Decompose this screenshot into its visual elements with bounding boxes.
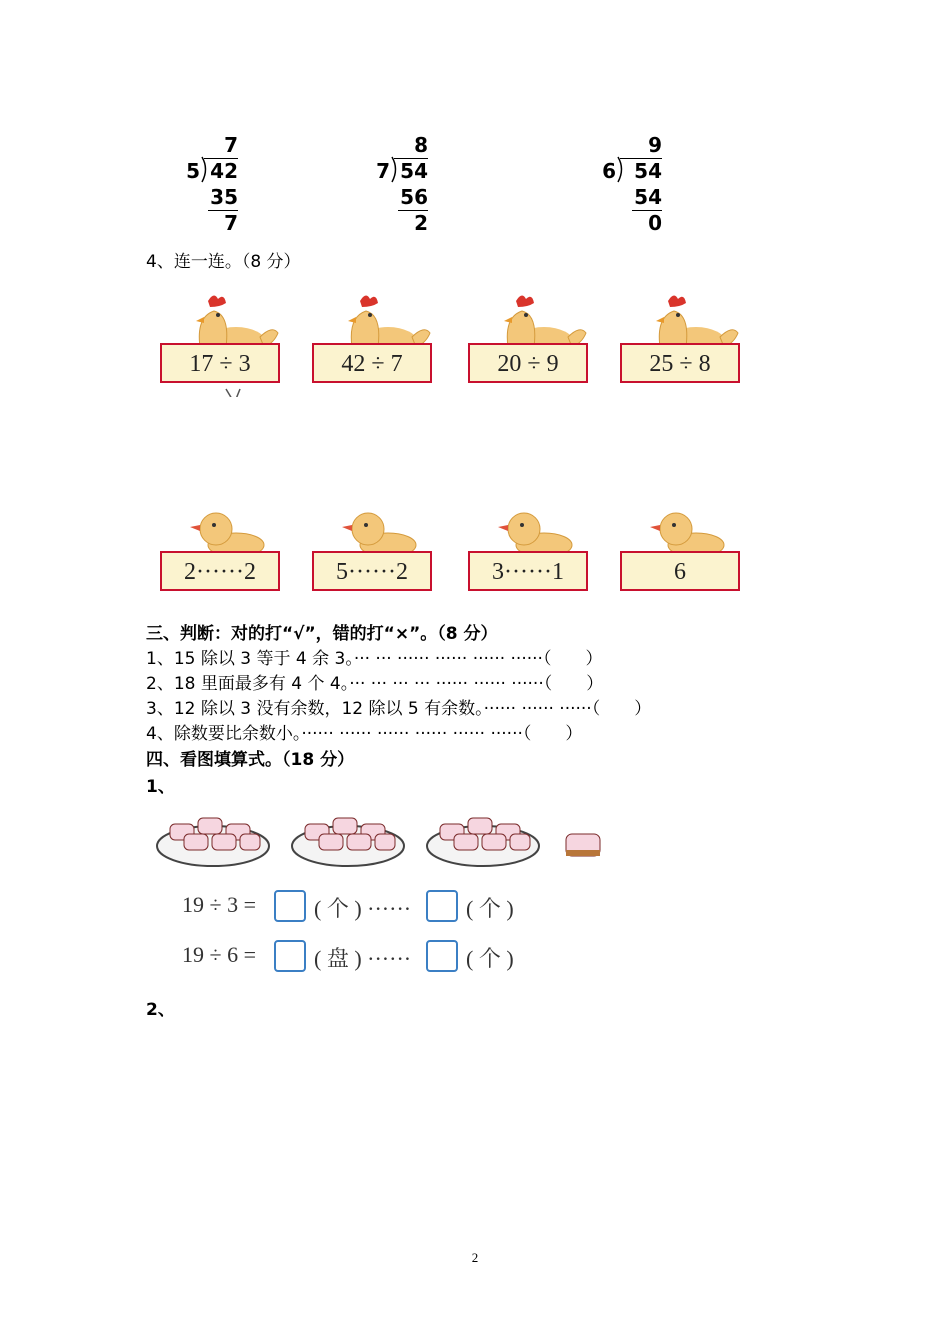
eq1-unit-1: ( 个 ) ······ — [314, 896, 412, 921]
chick-icon — [636, 509, 736, 555]
quotient: 8 — [414, 133, 428, 157]
cake-plates-illustration — [156, 800, 616, 872]
dividend: 54 — [634, 159, 662, 183]
item-1-label: 1、 — [146, 777, 175, 797]
chick-1[interactable] — [176, 509, 276, 555]
product: 54 — [634, 185, 662, 209]
product: 56 — [400, 185, 428, 209]
division-bracket — [616, 156, 626, 184]
division-bracket — [390, 156, 400, 184]
long-division-1 — [148, 132, 238, 235]
hen-card-4[interactable]: 25 ÷ 8 — [620, 343, 740, 383]
page-number: 2 — [471, 1250, 479, 1265]
item-2-label: 2、 — [146, 1000, 175, 1020]
judge-item-2[interactable]: 2、18 里面最多有 4 个 4。··· ··· ··· ··· ······ ······ ······（ ） — [146, 674, 604, 694]
section-4-title: 四、看图填算式。（18 分） — [146, 750, 355, 770]
chick-card-4[interactable]: 6 — [620, 551, 740, 591]
eq1-unit-2: ( 个 ) — [466, 896, 514, 921]
eq1-answer-box-2[interactable] — [426, 890, 458, 922]
hen-card-3[interactable]: 20 ÷ 9 — [468, 343, 588, 383]
single-cake — [566, 834, 600, 856]
judge-item-3[interactable]: 3、12 除以 3 没有余数，12 除以 5 有余数。······ ······ ······（ ） — [146, 699, 652, 719]
chick-card-1[interactable]: 2······2 — [160, 551, 280, 591]
section-3-title: 三、判断：对的打“√”，错的打“×”。（8 分） — [146, 624, 498, 644]
hen-card-2[interactable]: 42 ÷ 7 — [312, 343, 432, 383]
dividend: 54 — [400, 159, 428, 183]
remainder: 0 — [648, 211, 662, 235]
judge-item-1[interactable]: 1、15 除以 3 等于 4 余 3。··· ··· ······ ······ ······ ······（ ） — [146, 649, 603, 669]
chick-2[interactable] — [328, 509, 428, 555]
remainder: 2 — [414, 211, 428, 235]
chick-icon — [328, 509, 428, 555]
matching-panel — [146, 273, 776, 603]
divisor: 7 — [376, 159, 390, 183]
eq2-answer-box-1[interactable] — [274, 940, 306, 972]
eq2-unit-2: ( 个 ) — [466, 946, 514, 971]
chick-icon — [484, 509, 584, 555]
divisor: 6 — [602, 159, 616, 183]
chick-card-3[interactable]: 3······1 — [468, 551, 588, 591]
chick-icon — [176, 509, 276, 555]
plate-1 — [157, 818, 269, 866]
judge-item-4[interactable]: 4、除数要比余数小。······ ······ ······ ······ ······ ······（ ） — [146, 724, 583, 744]
chick-3[interactable] — [484, 509, 584, 555]
dividend: 42 — [210, 159, 238, 183]
divisor: 5 — [186, 159, 200, 183]
long-division-3 — [572, 132, 662, 235]
question-4-title: 4、连一连。（8 分） — [146, 252, 301, 272]
eq1-left: 19 ÷ 3 = — [182, 892, 256, 917]
plate-2 — [292, 818, 404, 866]
quotient: 9 — [648, 133, 662, 157]
eq2-left: 19 ÷ 6 = — [182, 942, 256, 967]
chick-4[interactable] — [636, 509, 736, 555]
division-bracket — [200, 156, 210, 184]
hen-card-1[interactable]: 17 ÷ 3 — [160, 343, 280, 383]
eq1-answer-box-1[interactable] — [274, 890, 306, 922]
remainder: 7 — [224, 211, 238, 235]
product: 35 — [210, 185, 238, 209]
plate-3 — [427, 818, 539, 866]
eq2-unit-1: ( 盘 ) ······ — [314, 946, 412, 971]
eq2-answer-box-2[interactable] — [426, 940, 458, 972]
cakes-figure — [146, 800, 606, 990]
long-division-2 — [338, 132, 428, 235]
chick-card-2[interactable]: 5······2 — [312, 551, 432, 591]
quotient: 7 — [224, 133, 238, 157]
